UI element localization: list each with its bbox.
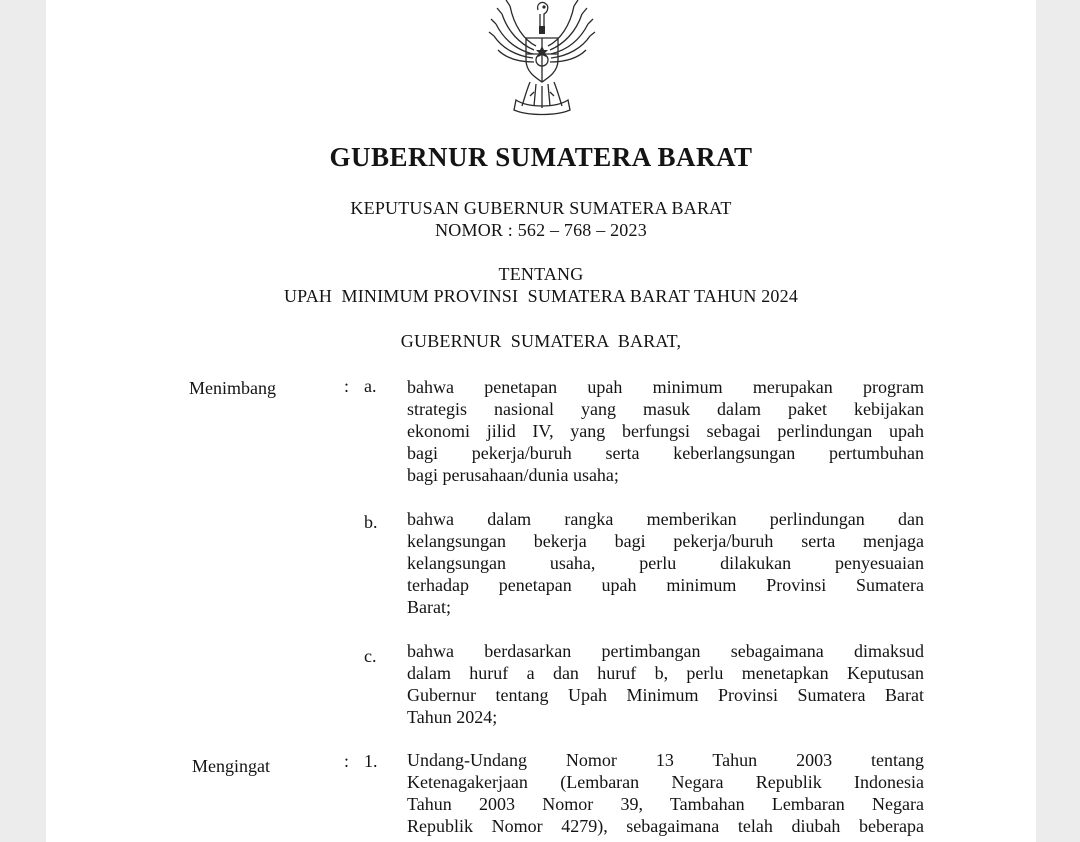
menimbang-label: Menimbang <box>189 378 276 398</box>
text-line: kelangsungan bekerja bagi pekerja/buruh serta menjaga <box>407 531 924 551</box>
issuer-heading: GUBERNUR SUMATERA BARAT <box>329 142 753 172</box>
text-line: strategis nasional yang masuk dalam paket kebijakan <box>407 399 924 419</box>
text-line: bahwa penetapan upah minimum merupakan program <box>407 377 924 397</box>
text-line: dalam huruf a dan huruf b, perlu menetapkan Keputusan <box>407 663 924 683</box>
text-line: Ketenagakerjaan (Lembaran Negara Republik Indonesia <box>407 772 924 792</box>
mengingat-label: Mengingat <box>192 756 270 776</box>
text-line: Republik Nomor 4279), sebagaimana telah diubah beberapa <box>407 816 924 836</box>
issuer-line: GUBERNUR SUMATERA BARAT, <box>400 331 682 351</box>
mengingat-colon: : <box>344 751 350 771</box>
text-line: Gubernur tentang Upah Minimum Provinsi Sumatera Barat <box>407 685 924 705</box>
text-line: bahwa berdasarkan pertimbangan sebagaimana dimaksud <box>407 641 924 661</box>
text-line: Tahun 2024; <box>407 707 498 727</box>
item-marker: b. <box>364 512 378 532</box>
recalling-item-1 <box>407 749 924 837</box>
considering-item-c <box>407 640 924 728</box>
text-line: Barat; <box>407 597 451 617</box>
item-marker: c. <box>364 646 377 666</box>
document-page <box>46 0 1036 842</box>
text-line: Tahun 2003 Nomor 39, Tambahan Lembaran Negara <box>407 794 924 814</box>
text-line: bagi pekerja/buruh serta keberlangsungan pertumbuhan <box>407 443 924 463</box>
decree-title: KEPUTUSAN GUBERNUR SUMATERA BARAT <box>350 198 732 218</box>
considering-item-a <box>407 376 924 486</box>
menimbang-colon: : <box>344 376 350 396</box>
decree-number: NOMOR : 562 – 768 – 2023 <box>435 220 647 240</box>
decree-subject: UPAH MINIMUM PROVINSI SUMATERA BARAT TAHUN 2024 <box>283 286 799 306</box>
text-line: terhadap penetapan upah minimum Provinsi Sumatera <box>407 575 924 595</box>
text-line: Undang-Undang Nomor 13 Tahun 2003 tentang <box>407 750 924 770</box>
about-label: TENTANG <box>498 264 584 284</box>
considering-item-b <box>407 508 924 618</box>
text-line: ekonomi jilid IV, yang berfungsi sebagai perlindungan upah <box>407 421 924 441</box>
text-line: kelangsungan usaha, perlu dilakukan penyesuaian <box>407 553 924 573</box>
text-line: bagi perusahaan/dunia usaha; <box>407 465 619 485</box>
item-marker: a. <box>364 376 377 396</box>
item-marker: 1. <box>364 751 378 771</box>
text-line: bahwa dalam rangka memberikan perlindungan dan <box>407 509 924 529</box>
garuda-emblem-icon <box>486 0 598 122</box>
